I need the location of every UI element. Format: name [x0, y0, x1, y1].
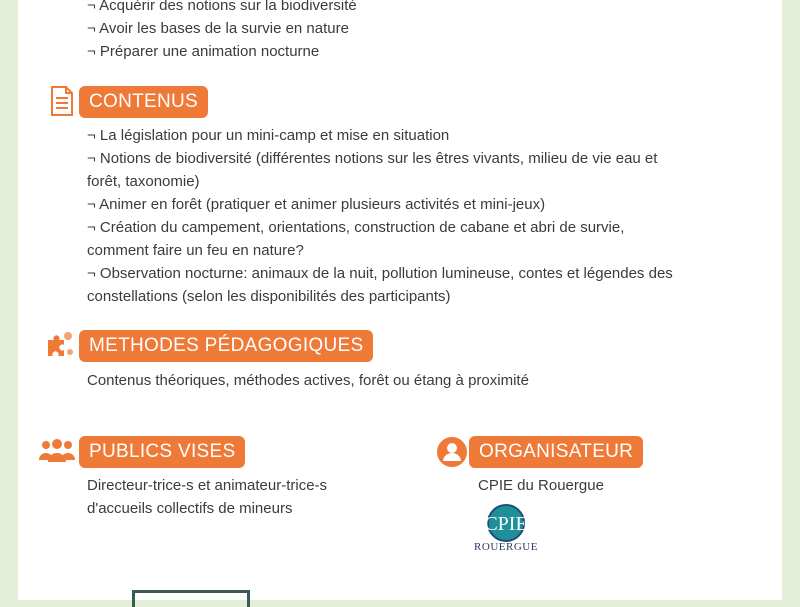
list-item: ¬ Acquérir des notions sur la biodiversité — [87, 0, 357, 14]
section-title: PUBLICS VISES — [79, 436, 245, 468]
document-icon — [50, 86, 74, 116]
list-item: ¬ Avoir les bases de la survie en nature — [87, 20, 349, 37]
contenus-list — [87, 124, 673, 308]
publics-line: d'accueils collectifs de mineurs — [87, 500, 293, 517]
publics-line: Directeur-trice-s et animateur-trice-s — [87, 477, 328, 494]
publics-text — [87, 474, 327, 520]
svg-text:CPIE: CPIE — [484, 513, 528, 535]
puzzle-icon — [44, 330, 76, 362]
methodes-text: Contenus théoriques, méthodes actives, forêt ou étang à proximité — [87, 372, 529, 389]
cpie-logo — [472, 503, 540, 563]
methodes-header — [79, 330, 373, 362]
list-item: constellations (selon les disponibilités des participants) — [87, 288, 451, 305]
section-title: ORGANISATEUR — [469, 436, 643, 468]
publics-header — [79, 436, 245, 468]
contenus-header — [79, 86, 208, 118]
list-item: ¬ Notions de biodiversité (différentes notions sur les êtres vivants, milieu de vie eau et — [87, 150, 658, 167]
group-icon — [38, 436, 76, 466]
list-item: comment faire un feu en nature? — [87, 242, 304, 259]
bottom-frame — [132, 590, 250, 607]
list-item: ¬ Observation nocturne: animaux de la nuit, pollution lumineuse, contes et légendes des — [87, 265, 673, 282]
list-item: ¬ Création du campement, orientations, construction de cabane et abri de survie, — [87, 219, 625, 236]
section-title: METHODES PÉDAGOGIQUES — [79, 330, 373, 362]
organisateur-header — [469, 436, 643, 468]
objectifs-list — [87, 0, 357, 63]
list-item: forêt, taxonomie) — [87, 173, 200, 190]
logo-wordmark: ROUERGUE — [474, 541, 538, 553]
list-item: ¬ Préparer une animation nocturne — [87, 43, 320, 60]
list-item: ¬ La législation pour un mini-camp et mise en situation — [87, 127, 450, 144]
organisateur-name: CPIE du Rouergue — [478, 477, 604, 494]
section-title: CONTENUS — [79, 86, 208, 118]
list-item: ¬ Animer en forêt (pratiquer et animer plusieurs activités et mini-jeux) — [87, 196, 546, 213]
person-icon — [436, 436, 468, 468]
